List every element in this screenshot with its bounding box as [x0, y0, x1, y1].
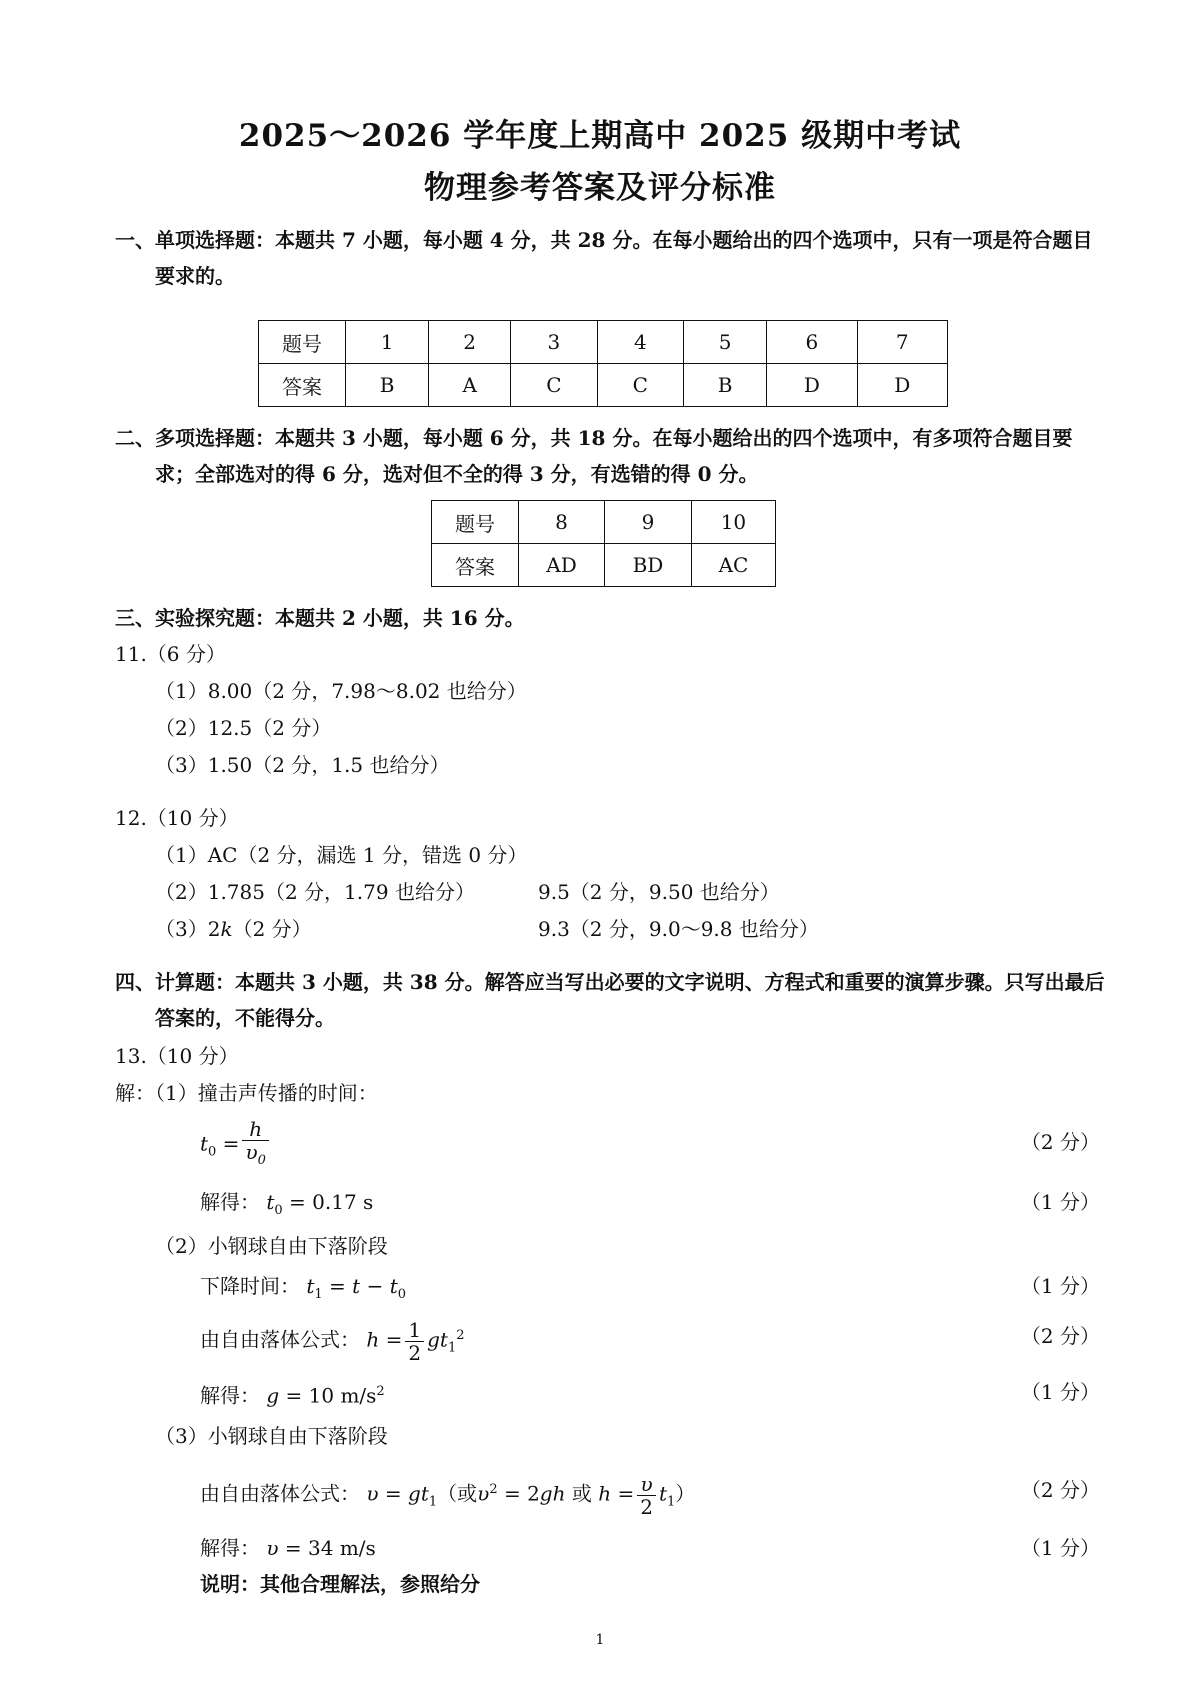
fraction-v-over-2: $\frac{\upsilon}{2}$	[637, 1473, 656, 1518]
solve-g: 解得： g = 10 $m/s^2$	[200, 1383, 385, 1408]
q11-item-3: （3）1.50（2 分，1.5 也给分）	[155, 753, 450, 777]
table-cell: 6	[767, 321, 857, 364]
table-row	[259, 321, 948, 364]
table-cell: 4	[597, 321, 683, 364]
table-cell: C	[597, 364, 683, 407]
page-number: 1	[595, 1632, 605, 1648]
table-cell: D	[857, 364, 947, 407]
score-4: （2 分）	[1020, 1324, 1100, 1348]
q13-label: 13.（10 分）	[115, 1044, 239, 1068]
section4-heading: 四、计算题：本题共 3 小题，共 38 分。解答应当写出必要的文字说明、方程式和重要的演算步骤。只写出最后答案的，不能得分。	[115, 970, 1105, 1030]
table-cell: BD	[605, 544, 692, 587]
row-label: 答案	[432, 544, 519, 587]
fraction-h-over-v0: $\frac{h}{\upsilon_0}$	[242, 1118, 268, 1172]
table-cell: AD	[519, 544, 605, 587]
score-2: （1 分）	[1020, 1190, 1100, 1214]
table-cell: B	[684, 364, 767, 407]
table-cell: 7	[857, 321, 947, 364]
section1-answer-table	[258, 320, 948, 407]
row-label: 题号	[432, 501, 519, 544]
formula-t0: $t_0$ = $\frac{h}{\upsilon_0}$	[200, 1118, 272, 1177]
fall-time: 下降时间： $t_1 = t - t_0$	[200, 1274, 407, 1302]
q13-part3: （3）小钢球自由下落阶段	[155, 1424, 388, 1448]
document-title: 2025～2026 学年度上期高中 2025 级期中考试	[238, 118, 962, 154]
solve-v: 解得： υ = 34 m/s	[200, 1536, 376, 1560]
table-cell: 1	[346, 321, 429, 364]
table-cell: D	[767, 364, 857, 407]
fraction-one-half: $\frac{1}{2}$	[405, 1319, 424, 1364]
section2-answer-table	[431, 500, 776, 587]
section2-heading: 二、多项选择题：本题共 3 小题，每小题 6 分，共 18 分。在每小题给出的四个选项中，有多项符合题目要求；全部选对的得 6 分，选对但不全的得 3 分，有选错的得 0 分。	[115, 426, 1073, 486]
solve-t0: 解得： $t_0 = 0.17$ s	[200, 1190, 374, 1218]
table-cell: 8	[519, 501, 605, 544]
q12-label: 12.（10 分）	[115, 806, 239, 830]
table-row	[259, 364, 948, 407]
table-row	[432, 544, 776, 587]
q13-part2: （2）小钢球自由下落阶段	[155, 1234, 388, 1258]
q12-item-2-right: 9.5（2 分，9.50 也给分）	[538, 880, 780, 904]
q11-item-1: （1）8.00（2 分，7.98～8.02 也给分）	[155, 679, 527, 703]
row-label: 题号	[259, 321, 346, 364]
q13-part1: 解：（1）撞击声传播的时间：	[115, 1081, 378, 1105]
q13-note: 说明：其他合理解法，参照给分	[200, 1572, 480, 1596]
table-cell: 10	[691, 501, 775, 544]
section1-heading: 一、单项选择题：本题共 7 小题，每小题 4 分，共 28 分。在每小题给出的四个选项中，只有一项是符合题目要求的。	[115, 228, 1093, 288]
table-cell: 2	[429, 321, 511, 364]
q12-item-2-left: （2）1.785（2 分，1.79 也给分）	[155, 880, 475, 904]
table-cell: A	[429, 364, 511, 407]
q11-label: 11.（6 分）	[115, 642, 226, 666]
table-cell: C	[511, 364, 597, 407]
table-cell: 3	[511, 321, 597, 364]
score-7: （1 分）	[1020, 1536, 1100, 1560]
table-cell: 9	[605, 501, 692, 544]
row-label: 答案	[259, 364, 346, 407]
document-subtitle: 物理参考答案及评分标准	[424, 170, 776, 206]
score-6: （2 分）	[1020, 1478, 1100, 1502]
table-cell: AC	[691, 544, 775, 587]
q12-item-1: （1）AC（2 分，漏选 1 分，错选 0 分）	[155, 843, 528, 867]
score-5: （1 分）	[1020, 1380, 1100, 1404]
q12-item-3-left: （3）2k（2 分）	[155, 917, 312, 941]
table-cell: 5	[684, 321, 767, 364]
freefall-h: 由自由落体公式： h = $\frac{1}{2}$ $gt_1^2$	[200, 1317, 465, 1365]
q12-item-3-right: 9.3（2 分，9.0～9.8 也给分）	[538, 917, 819, 941]
table-row	[432, 501, 776, 544]
score-3: （1 分）	[1020, 1274, 1100, 1298]
q11-item-2: （2）12.5（2 分）	[155, 716, 332, 740]
section3-heading: 三、实验探究题：本题共 2 小题，共 16 分。	[115, 606, 525, 630]
table-cell: B	[346, 364, 429, 407]
score-1: （2 分）	[1020, 1130, 1100, 1154]
freefall-v: 由自由落体公式： $\upsilon = gt_1$（或$\upsilon^2 = 2gh$ 或 h = $\frac{\upsilon}{2}$ $t_1$）	[200, 1471, 696, 1519]
